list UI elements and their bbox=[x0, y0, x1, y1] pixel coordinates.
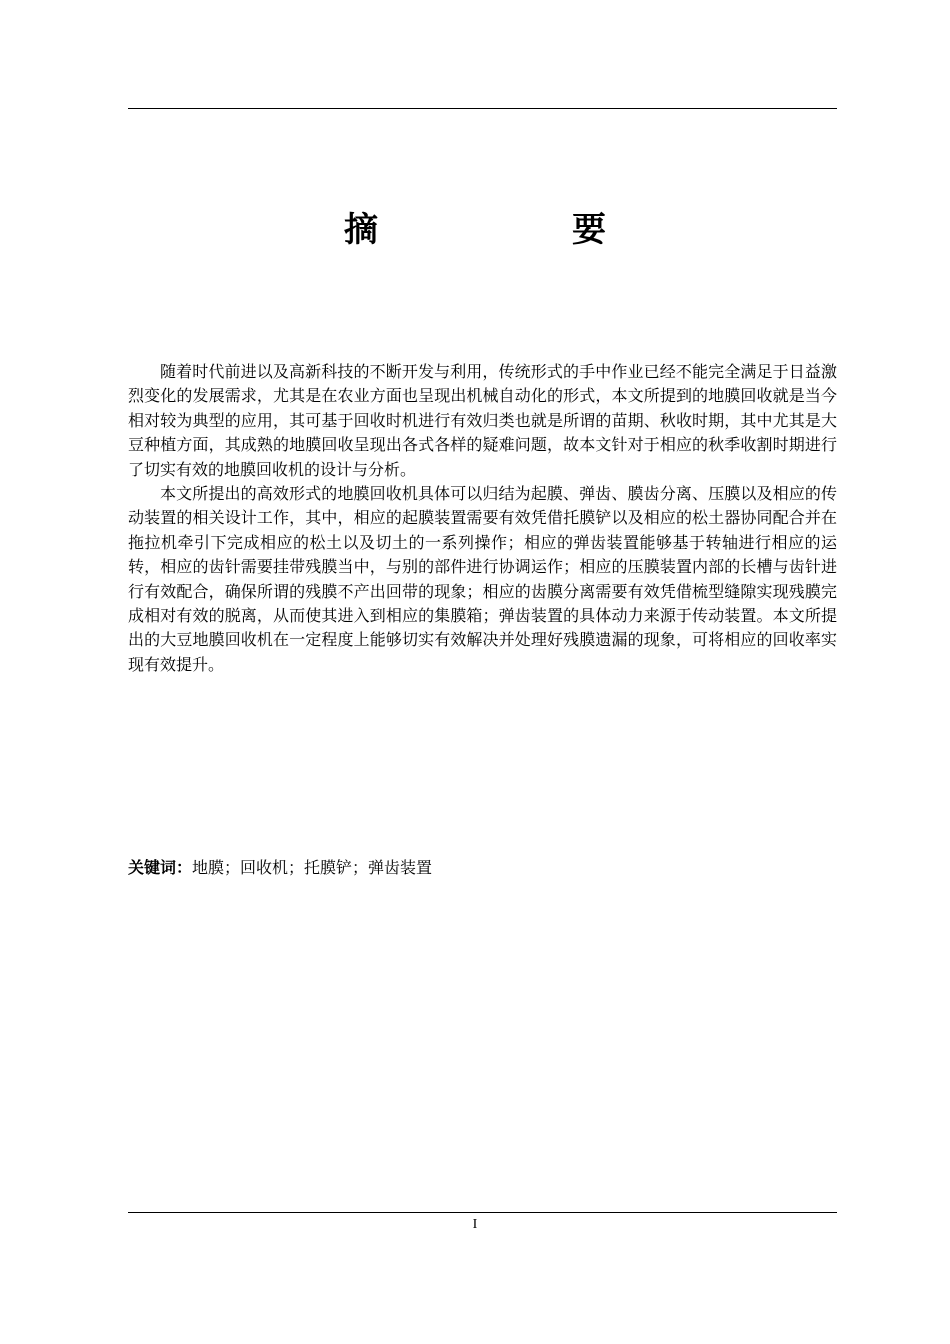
abstract-body bbox=[128, 360, 837, 677]
keywords-label: 关键词： bbox=[128, 858, 193, 877]
abstract-title: 摘 要 bbox=[344, 210, 686, 250]
abstract-paragraph-2: 本文所提出的高效形式的地膜回收机具体可以归结为起膜、弹齿、膜齿分离、压膜以及相应的传动装置的相关设计工作，其中，相应的起膜装置需要有效凭借托膜铲以及相应的松土器协同配合并在拖拉机牵引下完成相应的松土以及切土的一系列操作；相应的弹齿装置能够基于转轴进行相应的运转，相应的齿针需要挂带残膜当中，与别的部件进行协调运作；相应的压膜装置内部的长槽与齿针进行有效配合，确保所谓的残膜不产出回带的现象；相应的齿膜分离需要有效凭借梳型缝隙实现残膜完成相对有效的脱离，从而使其进入到相应的集膜箱；弹齿装置的具体动力来源于传动装置。本文所提出的大豆地膜回收机在一定程度上能够切实有效解决并处理好残膜遗漏的现象，可将相应的回收率实现有效提升。 bbox=[128, 484, 837, 674]
keywords-line bbox=[128, 856, 837, 880]
footer-rule bbox=[128, 1212, 837, 1213]
keywords-text: 地膜；回收机；托膜铲；弹齿装置 bbox=[192, 858, 433, 877]
header-rule bbox=[128, 108, 837, 109]
abstract-paragraph-1: 随着时代前进以及高新科技的不断开发与利用，传统形式的手中作业已经不能完全满足于日益激烈变化的发展需求，尤其是在农业方面也呈现出机械自动化的形式，本文所提到的地膜回收就是当今相对较为典型的应用，其可基于回收时机进行有效归类也就是所谓的苗期、秋收时期，其中尤其是大豆种植方面，其成熟的地膜回收呈现出各式各样的疑难问题，故本文针对于相应的秋季收割时期进行了切实有效的地膜回收机的设计与分析。 bbox=[128, 362, 837, 479]
page-number: I bbox=[472, 1217, 478, 1232]
